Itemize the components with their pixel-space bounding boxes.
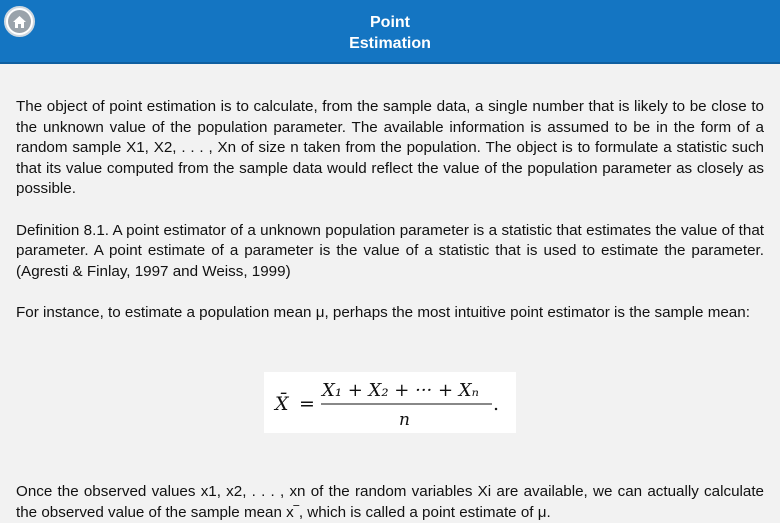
- formula-lhs: X̄: [275, 393, 289, 415]
- formula-period: .: [493, 393, 500, 415]
- paragraph-definition: Definition 8.1. A point estimator of a unknown population parameter is a statistic that estimates the value of that parameter. A point estimate of a parameter is the value of a statistic that is used to estimate the parameter. (Agresti & Finlay, 1997 and Weiss, 1999): [16, 221, 764, 280]
- sample-mean-formula: [264, 372, 516, 433]
- paragraph-observed: Once the observed values x1, x2, . . . , xn of the random variables Xi are available, we can actually calculate the observed value of the sample mean x‾, which is called a point estimate of μ.: [16, 483, 764, 521]
- paragraph-example: For instance, to estimate a population mean μ, perhaps the most intuitive point estimator is the sample mean:: [16, 304, 750, 321]
- page-title-line1: Point: [370, 14, 410, 31]
- formula-equals: =: [299, 393, 315, 415]
- page-title: [0, 12, 780, 54]
- article-body: [16, 97, 764, 345]
- formula-numerator: X₁ + X₂ + ··· + Xₙ: [322, 380, 479, 401]
- page-title-line2: Estimation: [349, 35, 431, 52]
- paragraph-intro: The object of point estimation is to calculate, from the sample data, a single number that is likely to be close to the unknown value of the population parameter. The available information is assumed to be in the form of a random sample X1, X2, . . . , Xn of size n taken from the population. The object is to formulate a statistic such that its value computed from the sample data would reflect the value of the population parameter as closely as possible.: [16, 98, 764, 197]
- app-header: [0, 0, 780, 64]
- formula-denominator: n: [399, 410, 410, 430]
